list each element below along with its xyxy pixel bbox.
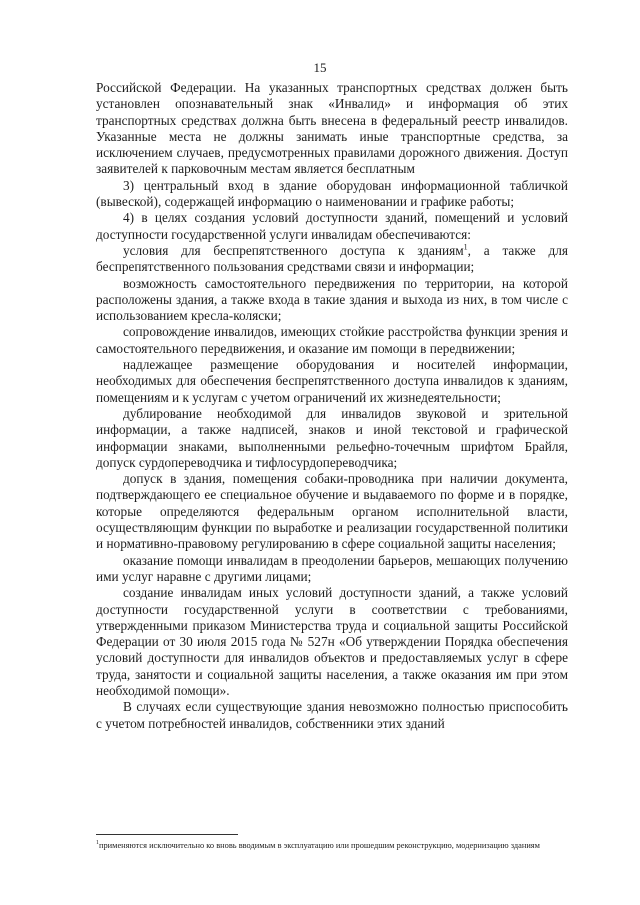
paragraph-item-3: 3) центральный вход в здание оборудован информационной табличкой (вывеской), содержащей информацию о наименовании и графике работы; — [96, 177, 568, 210]
paragraph-other-conditions: создание инвалидам иных условий доступности зданий, а также условий доступности государственной услуги в соответствии с требованиями, утвержденными приказом Министерства труда и социальной защиты Российской Федерации от 30 июля 2015 года № 527н «Об утверждении Порядка обеспечения условий доступности для инвалидов объектов и предоставляемых услуг в сфере труда, занятости и социальной защиты населения, а также оказания им при этом необходимой помощи». — [96, 585, 568, 698]
footnote — [96, 840, 568, 851]
paragraph-guide-dog: допуск в здания, помещения собаки-проводника при наличии документа, подтверждающего ее специальное обучение и выдаваемого по форме и в порядке, которые определяются федеральным органом исполнительной власти, осуществляющим функции по выработке и реализации государственной политики и нормативно-правовому регулированию в сфере социальной защиты населения; — [96, 471, 568, 552]
paragraph-access-conditions — [96, 243, 568, 276]
footnote-marker: 1 — [96, 840, 99, 847]
paragraph-equipment: надлежащее размещение оборудования и носителей информации, необходимых для обеспечения беспрепятственного доступа инвалидов к зданиям, помещениям и к услугам с учетом ограничений их жизнедеятельности; — [96, 357, 568, 405]
paragraph-duplication: дублирование необходимой для инвалидов звуковой и зрительной информации, а также надписей, знаков и иной текстовой и графической информации знаками, выполненными рельефно-точечным шрифтом Брайля, допуск сурдопереводчика и тифлосурдопереводчика; — [96, 405, 568, 470]
page-number: 15 — [313, 60, 327, 75]
footnote-text: применяются исключительно ко вновь вводимым в эксплуатацию или прошедшим реконструкцию, модернизацию зданиям — [99, 841, 540, 850]
paragraph-item-4: 4) в целях создания условий доступности зданий, помещений и условий доступности государственной услуги инвалидам обеспечиваются: — [96, 210, 568, 242]
paragraph-existing-buildings: В случаях если существующие здания невозможно полностью приспособить с учетом потребностей инвалидов, собственники этих зданий — [96, 699, 568, 731]
paragraph-escort: сопровождение инвалидов, имеющих стойкие расстройства функции зрения и самостоятельного передвижения, и оказание им помощи в передвижении; — [96, 324, 568, 356]
paragraph-text: условия для беспрепятственного доступа к зданиям — [123, 242, 464, 258]
paragraph-movement: возможность самостоятельного передвижения по территории, на которой расположены здания, а также входа в такие здания и выхода из них, в том числе с использованием кресла-коляски; — [96, 275, 568, 324]
footnote-reference: 1 — [463, 242, 468, 252]
paragraph-text: , а также для беспрепятственного пользования средствами связи и информации; — [96, 242, 568, 275]
body-text — [96, 80, 568, 732]
footnote-divider — [96, 834, 238, 835]
paragraph-continuation: Российской Федерации. На указанных транспортных средствах должен быть установлен опознавательный знак «Инвалид» и информация об этих транспортных средствах должна быть внесена в федеральный реестр инвалидов. Указанные места не должны занимать иные транспортные средства, за исключением случаев, предусмотренных правилами дорожного движения. Доступ заявителей к парковочным местам является бесплатным — [96, 80, 568, 177]
paragraph-barriers: оказание помощи инвалидам в преодолении барьеров, мешающих получению ими услуг наравне с другими лицами; — [96, 552, 568, 584]
